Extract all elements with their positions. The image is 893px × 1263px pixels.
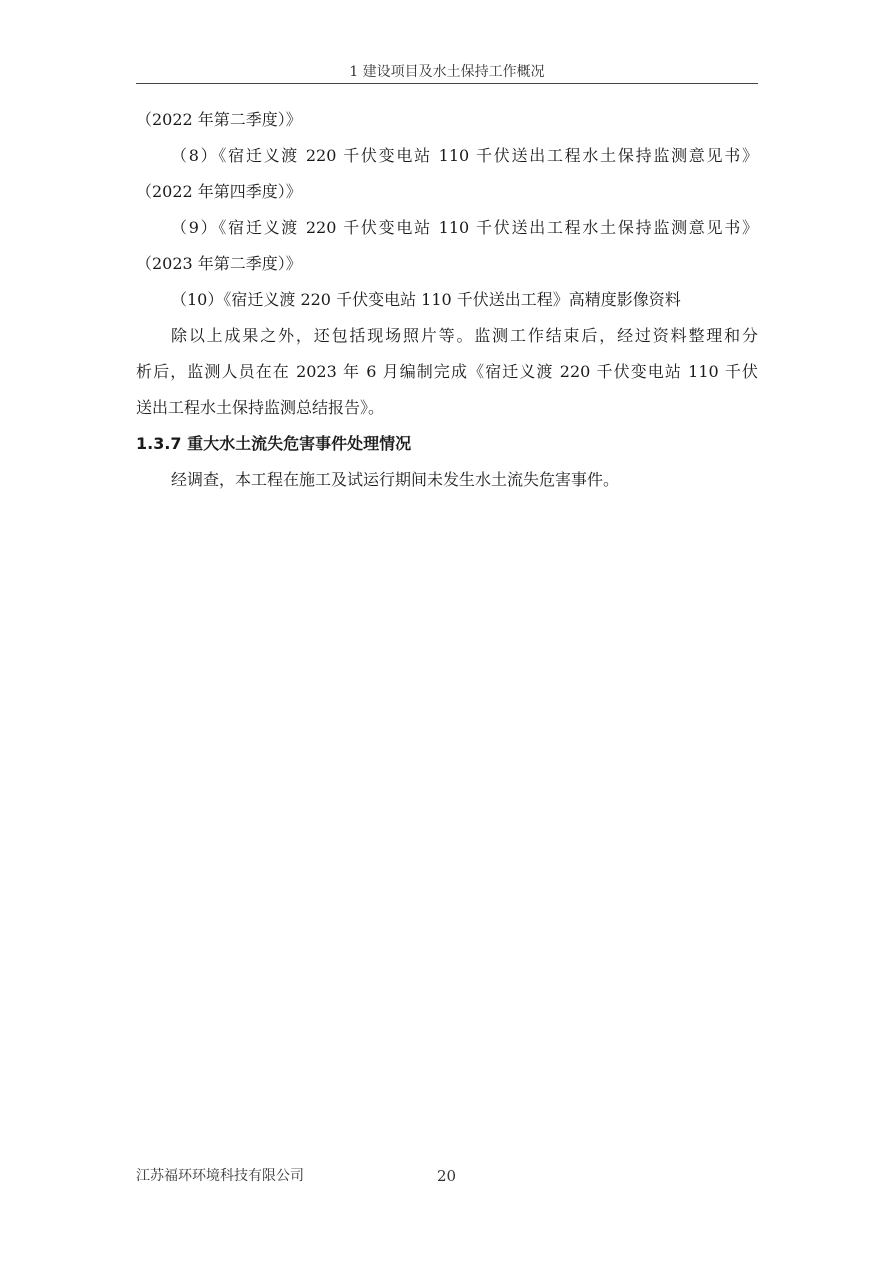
section-heading: 1.3.7 重大水土流失危害事件处理情况 <box>136 434 412 453</box>
header-rule <box>136 83 758 84</box>
running-header: 1 建设项目及水土保持工作概况 <box>349 64 545 80</box>
list-item-10: （10）《宿迁义渡 220 千伏变电站 110 千伏送出工程》高精度影像资料 <box>171 290 681 309</box>
paragraph-line: 除以上成果之外，还包括现场照片等。监测工作结束后，经过资料整理和分 <box>171 326 758 345</box>
list-item-8: （8）《宿迁义渡 220 千伏变电站 110 千伏送出工程水土保持监测意见书》 <box>171 146 758 165</box>
text-line: （2022 年第四季度）》 <box>136 182 302 201</box>
text-line: （2023 年第二季度）》 <box>136 254 302 273</box>
body-text <box>136 102 758 498</box>
text-line: （2022 年第二季度）》 <box>136 110 302 129</box>
section-paragraph: 经调查，本工程在施工及试运行期间未发生水土流失危害事件。 <box>171 470 620 489</box>
paragraph-line: 析后，监测人员在在 2023 年 6 月编制完成《宿迁义渡 220 千伏变电站 110 千伏 <box>136 362 758 381</box>
footer-company: 江苏福环环境科技有限公司 <box>136 1168 304 1184</box>
page-number: 20 <box>436 1167 457 1185</box>
list-item-9: （9）《宿迁义渡 220 千伏变电站 110 千伏送出工程水土保持监测意见书》 <box>171 218 758 237</box>
paragraph-line: 送出工程水土保持监测总结报告》。 <box>136 398 385 417</box>
